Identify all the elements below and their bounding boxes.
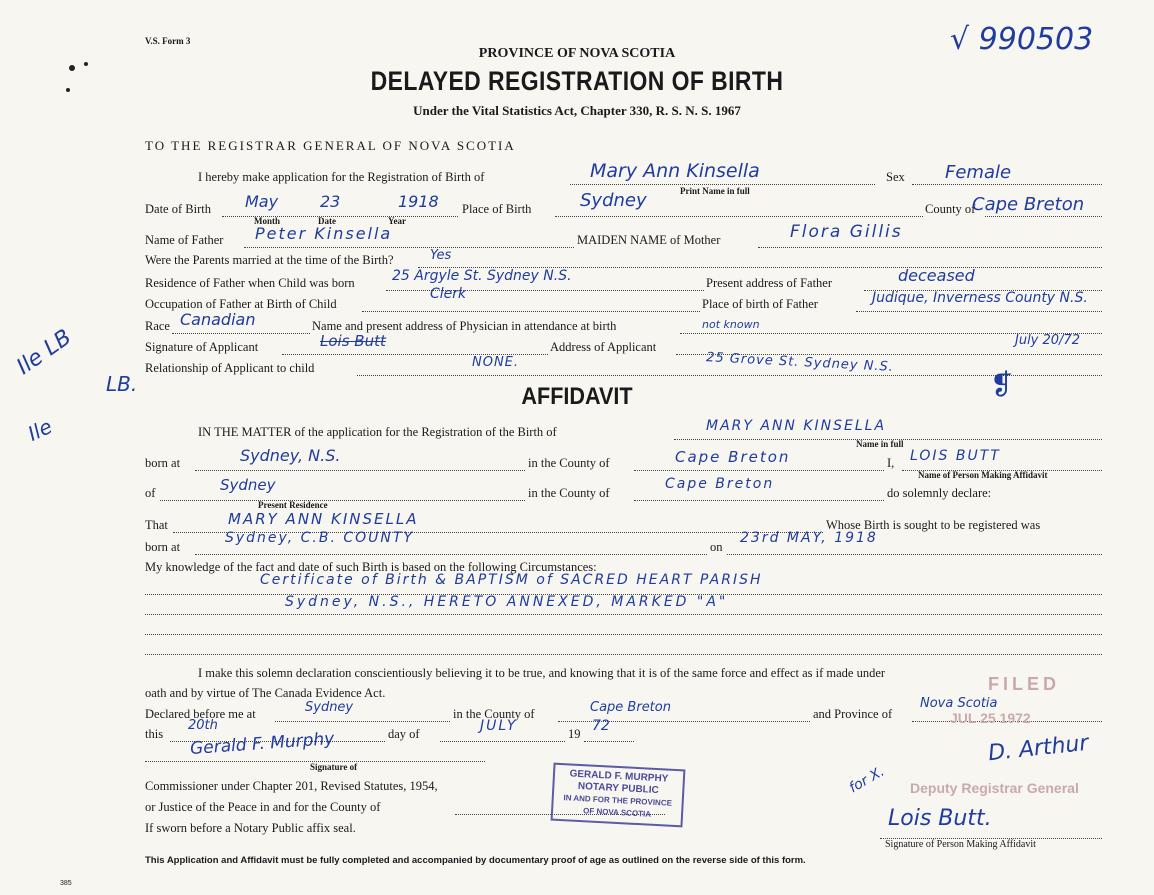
aff-born-at-value[interactable]: Sydney, N.S.	[240, 446, 341, 465]
month-caption: Month	[254, 216, 281, 226]
province-of-label: and Province of	[813, 707, 893, 721]
serial-number: √ 990503	[950, 22, 1094, 57]
aff-of-value[interactable]: Sydney	[220, 476, 276, 494]
aff-born-at2-label: born at	[145, 540, 181, 554]
year-value[interactable]: 72	[592, 718, 610, 734]
aff-knowledge-label: My knowledge of the fact and date of such Birth is based on the following Circumstances:	[145, 560, 597, 574]
relationship-value[interactable]: NONE.	[472, 355, 520, 370]
margin-note-3: Ile	[24, 414, 56, 446]
print-code: 385	[60, 880, 72, 887]
aff-on-value[interactable]: 23rd MAY, 1918	[740, 530, 878, 546]
deputy-registrar-stamp: Deputy Registrar General	[910, 780, 1079, 796]
county-label: County of	[925, 202, 976, 216]
present-address-label: Present address of Father	[706, 276, 833, 290]
commissioner-line: Commissioner under Chapter 201, Revised Statutes, 1954,	[145, 779, 438, 793]
aff-county-label: in the County of	[528, 456, 610, 470]
dob-year-value[interactable]: 1918	[398, 192, 439, 211]
address-applicant-label: Address of Applicant	[550, 340, 657, 354]
circumstance-line-1[interactable]: Certificate of Birth & BAPTISM of SACRED HEART PARISH	[260, 572, 763, 588]
aff-born-at-label: born at	[145, 456, 181, 470]
form-subtitle: Under the Vital Statistics Act, Chapter 330, R. S. N. S. 1967	[413, 103, 741, 118]
race-label: Race	[145, 319, 170, 333]
oath-line: oath and by virtue of The Canada Evidence Act.	[145, 686, 386, 700]
day-of-label: day of	[388, 727, 420, 741]
applicant-address-value[interactable]: 25 Grove St. Sydney N.S.	[705, 350, 895, 375]
year-caption: Year	[388, 216, 406, 226]
dob-label: Date of Birth	[145, 202, 211, 216]
deponent-signature: Lois Butt.	[888, 806, 992, 831]
initial-mark: ❡	[990, 368, 1014, 401]
sex-label: Sex	[886, 170, 905, 184]
aff-county-value[interactable]: Cape Breton	[675, 448, 791, 466]
day-value[interactable]: 20th	[188, 718, 218, 733]
province-heading: PROVINCE OF NOVA SCOTIA	[478, 46, 676, 61]
mother-label: MAIDEN NAME of Mother	[577, 233, 721, 247]
dob-date-value[interactable]: 23	[320, 192, 341, 211]
signature-label: Signature of Applicant	[145, 340, 259, 354]
aff-matter-label: IN THE MATTER of the application for the Registration of the Birth of	[198, 425, 557, 439]
commissioner-signature: Gerald F. Murphy	[189, 728, 335, 760]
filed-stamp: FILED	[988, 674, 1060, 694]
aff-of-label: of	[145, 486, 156, 500]
signature-date-value[interactable]: July 20/72	[1015, 333, 1080, 348]
dob-month-value[interactable]: May	[245, 192, 279, 211]
residence-value[interactable]: 25 Argyle St. Sydney N.S.	[392, 268, 572, 284]
notary-line: If sworn before a Notary Public affix seal.	[145, 821, 356, 835]
aff-name-value[interactable]: MARY ANN KINSELLA	[706, 418, 887, 434]
occupation-label: Occupation of Father at Birth of Child	[145, 297, 337, 311]
father-value[interactable]: Peter Kinsella	[255, 224, 393, 243]
solemn-declaration: I make this solemn declaration conscientiously believing it to be true, and knowing that it is of the same force and effect as if made under	[198, 666, 886, 680]
print-name-caption: Print Name in full	[680, 186, 750, 196]
affidavit-heading: AFFIDAVIT	[521, 383, 633, 410]
margin-note-1: Ile LB	[12, 324, 77, 381]
aff-i-label: I,	[887, 456, 895, 470]
race-value[interactable]: Canadian	[180, 310, 256, 329]
relationship-label: Relationship of Applicant to child	[145, 361, 315, 375]
county-value[interactable]: Cape Breton	[972, 194, 1085, 215]
father-birthplace-value[interactable]: Judique, Inverness County N.S.	[872, 290, 1088, 306]
justice-line: or Justice of the Peace in and for the County of	[145, 800, 381, 814]
declared-county-label: in the County of	[453, 707, 535, 721]
name-in-full-caption: Name in full	[856, 439, 904, 449]
married-label: Were the Parents married at the time of the Birth?	[145, 253, 394, 267]
aff-born-at2-value[interactable]: Sydney, C.B. COUNTY	[225, 530, 414, 546]
registrar-signature: D. Arthur	[986, 730, 1090, 767]
place-of-birth-value[interactable]: Sydney	[580, 190, 647, 211]
declared-county-value[interactable]: Cape Breton	[590, 700, 671, 715]
year-prefix: 19	[568, 727, 581, 741]
place-of-birth-label: Place of Birth	[462, 202, 532, 216]
sex-value[interactable]: Female	[945, 162, 1012, 183]
aff-whose-birth-label: Whose Birth is sought to be registered was	[826, 518, 1041, 532]
signature-person-caption: Signature of Person Making Affidavit	[885, 839, 1036, 850]
aff-county2-value[interactable]: Cape Breton	[665, 476, 775, 492]
month-value[interactable]: JULY	[480, 718, 518, 734]
aff-on-label: on	[710, 540, 723, 554]
signature-of-caption: Signature of	[310, 762, 358, 772]
footer-instructions: This Application and Affidavit must be fully completed and accompanied by documentary proof of age as outlined on the reverse side of this form.	[145, 855, 806, 866]
declared-province-value[interactable]: Nova Scotia	[920, 696, 998, 711]
name-person-caption: Name of Person Making Affidavit	[918, 470, 1048, 480]
date-caption: Date	[318, 216, 336, 226]
declared-at-value[interactable]: Sydney	[305, 700, 354, 715]
aff-county2-label: in the County of	[528, 486, 610, 500]
physician-value[interactable]: not known	[702, 318, 760, 331]
married-value[interactable]: Yes	[430, 248, 452, 263]
form-title: DELAYED REGISTRATION OF BIRTH	[370, 66, 784, 96]
margin-note-2: LB.	[106, 372, 138, 396]
mother-value[interactable]: Flora Gillis	[790, 222, 903, 242]
occupation-value[interactable]: Clerk	[430, 286, 467, 302]
form-number: V.S. Form 3	[145, 36, 191, 46]
residence-label: Residence of Father when Child was born	[145, 276, 355, 290]
child-name-value[interactable]: Mary Ann Kinsella	[590, 160, 760, 182]
this-label: this	[145, 727, 164, 741]
for-x-note: for X.	[846, 763, 888, 797]
applicant-signature[interactable]: Lois Butt	[320, 332, 386, 350]
punch-marks	[60, 50, 110, 110]
present-residence-caption: Present Residence	[258, 500, 328, 510]
aff-deponent-value[interactable]: LOIS BUTT	[910, 448, 1001, 464]
physician-label: Name and present address of Physician in attendance at birth	[312, 319, 617, 333]
father-birthplace-label: Place of birth of Father	[702, 297, 818, 311]
declared-label: Declared before me at	[145, 707, 256, 721]
father-label: Name of Father	[145, 233, 224, 247]
notary-seal-stamp: GERALD F. MURPHY NOTARY PUBLIC IN AND FOR THE PROVINCE OF NOVA SCOTIA	[551, 763, 686, 828]
present-address-value[interactable]: deceased	[898, 266, 975, 285]
aff-that-value[interactable]: MARY ANN KINSELLA	[228, 510, 419, 528]
to-line: TO THE REGISTRAR GENERAL OF NOVA SCOTIA	[145, 138, 516, 153]
filed-date-stamp: JUL 25 1972	[950, 710, 1031, 726]
circumstance-line-2[interactable]: Sydney, N.S., HERETO ANNEXED, MARKED "A"	[285, 594, 729, 610]
aff-declare-label: do solemnly declare:	[887, 486, 992, 500]
apply-label: I hereby make application for the Registration of Birth of	[198, 170, 485, 184]
aff-that-label: That	[145, 518, 168, 532]
